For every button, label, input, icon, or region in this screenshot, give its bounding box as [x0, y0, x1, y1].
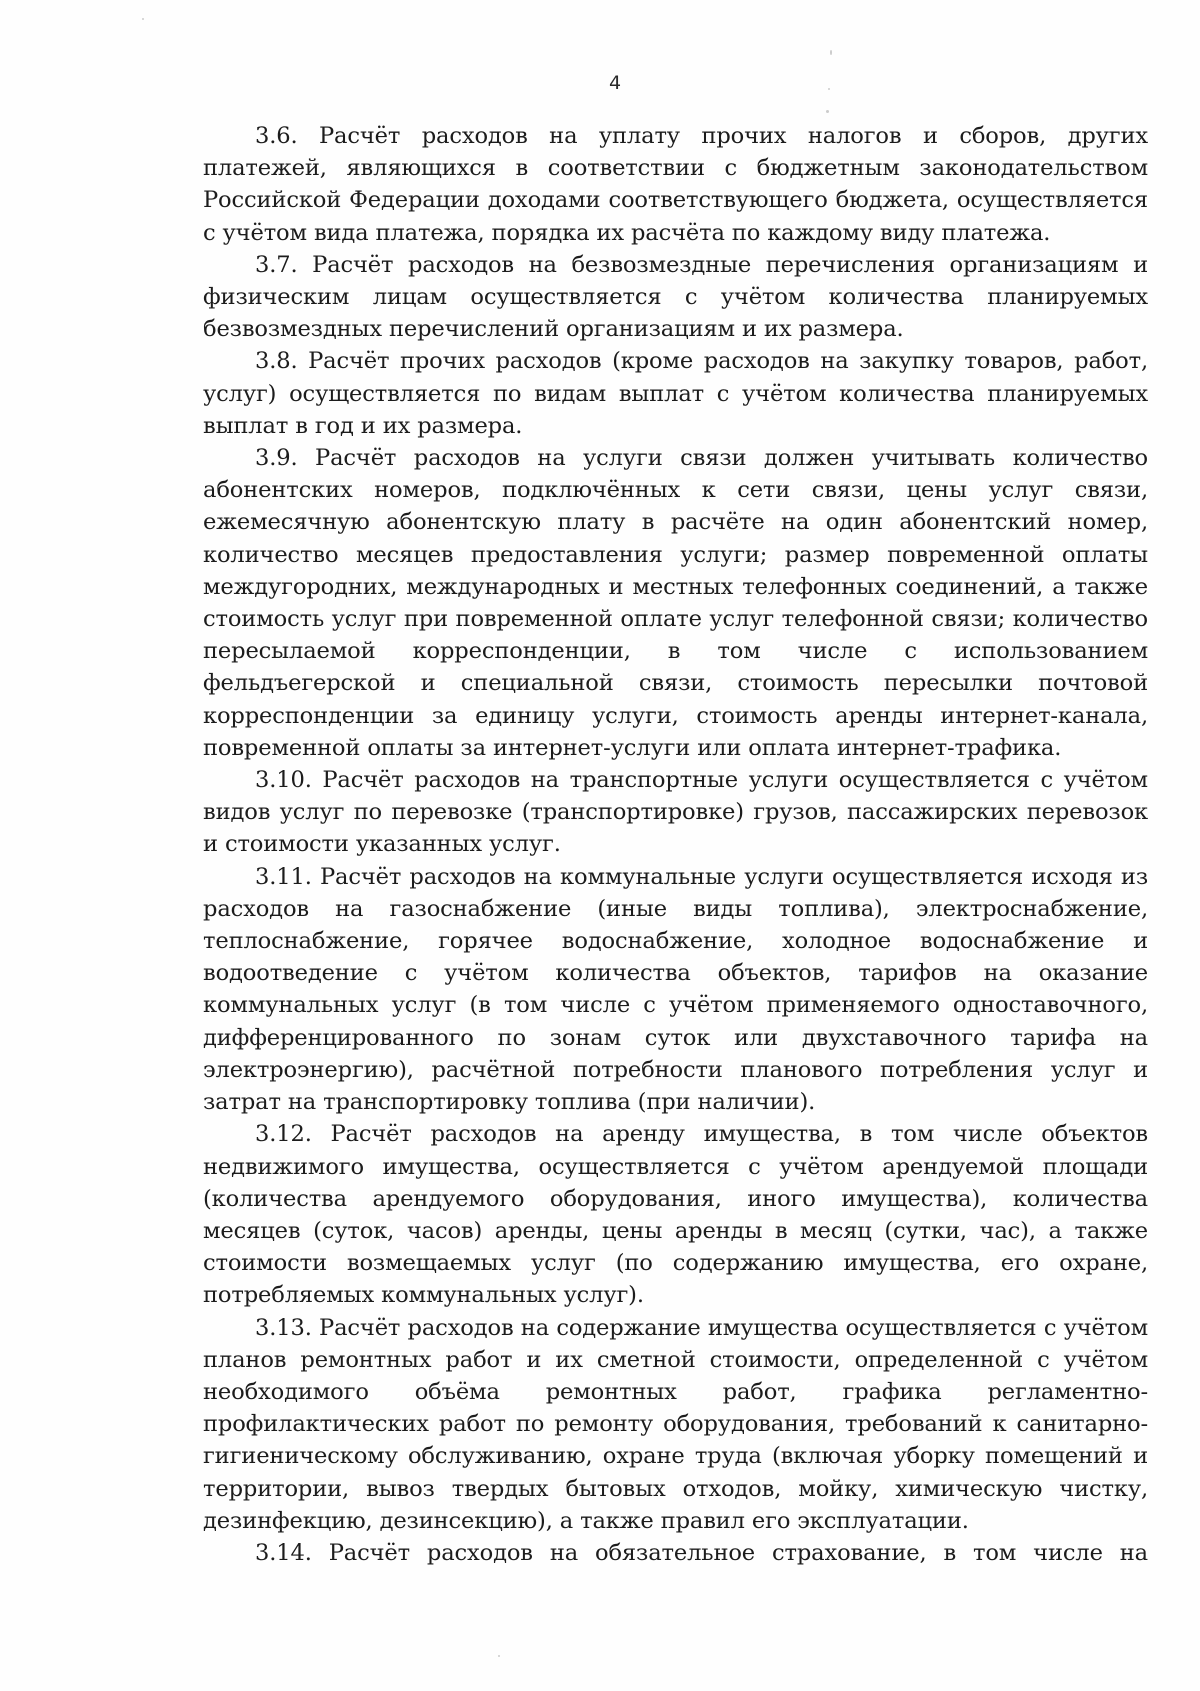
paragraph-3-10: 3.10. Расчёт расходов на транспортные услуги осуществляется с учётом видов услуг по перевозке (транспортировке) грузов, пассажирских перевозок и стоимости указанных услуг. — [203, 767, 1148, 858]
scan-speck — [826, 110, 829, 113]
paragraph-3-14: 3.14. Расчёт расходов на обязательное страхование, в том числе на — [255, 1539, 1148, 1566]
page-number: 4 — [608, 72, 622, 94]
scan-speck — [142, 18, 144, 20]
paragraph-3-6: 3.6. Расчёт расходов на уплату прочих налогов и сборов, других платежей, являющихся в соответствии с бюджетным законодательством Российской Федерации доходами соответствующего бюджета, осуществляется с учётом вида платежа, порядка их расчёта по каждому виду платежа. — [203, 123, 1148, 246]
document-body — [203, 120, 1148, 1569]
paragraph-3-7: 3.7. Расчёт расходов на безвозмездные перечисления организациям и физическим лицам осуществляется с учётом количества планируемых безвозмездных перечислений организациям и их размера. — [203, 251, 1148, 343]
scan-speck — [498, 1655, 500, 1657]
scan-speck — [828, 88, 830, 90]
paragraph-3-13: 3.13. Расчёт расходов на содержание имущества осуществляется с учётом планов ремонтных работ и их сметной стоимости, определенной с учётом необходимого объёма ремонтных работ, графика регламентно-профилактических работ по ремонту оборудования, требований к санитарно-гигиеническому обслуживанию, охране труда (включая уборку помещений и территории, вывоз твердых бытовых отходов, мойку, химическую чистку, дезинфекцию, дезинсекцию), а также правил его эксплуатации. — [203, 1314, 1148, 1534]
paragraph-3-8: 3.8. Расчёт прочих расходов (кроме расходов на закупку товаров, работ, услуг) осуществляется по видам выплат с учётом количества планируемых выплат в год и их размера. — [203, 348, 1148, 439]
paragraph-3-12: 3.12. Расчёт расходов на аренду имущества, в том числе объектов недвижимого имущества, осуществляется с учётом арендуемой площади (количества арендуемого оборудования, иного имущества), количества месяцев (суток, часов) аренды, цены аренды в месяц (сутки, час), а также стоимости возмещаемых услуг (по содержанию имущества, его охране, потребляемых коммунальных услуг). — [203, 1121, 1148, 1309]
scan-speck — [830, 50, 832, 55]
paragraph-3-11: 3.11. Расчёт расходов на коммунальные услуги осуществляется исходя из расходов на газоснабжение (иные виды топлива), электроснабжение, теплоснабжение, горячее водоснабжение, холодное водоснабжение и водоотведение с учётом количества объектов, тарифов на оказание коммунальных услуг (в том числе с учётом применяемого одноставочного, дифференцированного по зонам суток или двухставочного тарифа на электроэнергию), расчётной потребности планового потребления услуг и затрат на транспортировку топлива (при наличии). — [203, 863, 1148, 1116]
paragraph-3-9: 3.9. Расчёт расходов на услуги связи должен учитывать количество абонентских номеров, подключённых к сети связи, цены услуг связи, ежемесячную абонентскую плату в расчёте на один абонентский номер, количество месяцев предоставления услуги; размер повременной оплаты междугородних, международных и местных телефонных соединений, а также стоимость услуг при повременной оплате услуг телефонной связи; количество пересылаемой корреспонденции, в том числе с использованием фельдъегерской и специальной связи, стоимость пересылки почтовой корреспонденции за единицу услуги, стоимость аренды интернет-канала, повременной оплаты за интернет-услуги или оплата интернет-трафика. — [203, 445, 1148, 761]
